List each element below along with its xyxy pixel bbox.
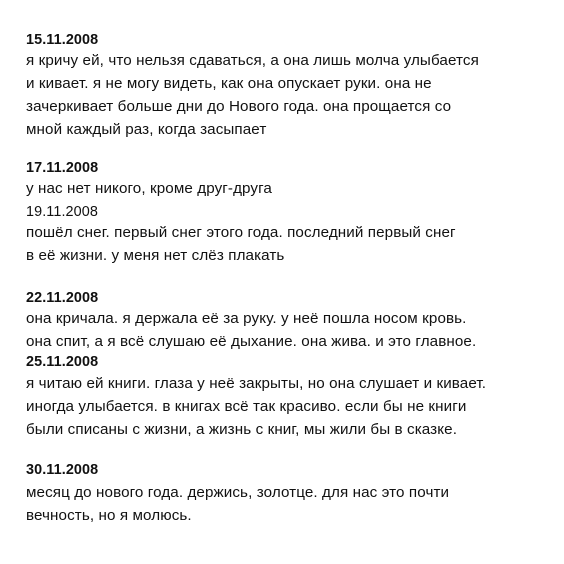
entry-line: месяц до нового года. держись, золотце. для нас это почти bbox=[26, 484, 450, 501]
entry-line: пошёл снег. первый снег этого года. последний первый снег bbox=[26, 224, 456, 241]
entry-date: 15.11.2008 bbox=[26, 32, 99, 48]
entry-line: она кричала. я держала её за руку. у неё пошла носом кровь. bbox=[26, 310, 467, 327]
entry-line: мной каждый раз, когда засыпает bbox=[26, 121, 267, 138]
entry-date: 22.11.2008 bbox=[26, 290, 99, 306]
entry-line: я кричу ей, что нельзя сдаваться, а она лишь молча улыбается bbox=[26, 52, 479, 69]
entry-line: были списаны с жизни, а жизнь с книг, мы жили бы в сказке. bbox=[26, 421, 458, 438]
entry-line: у нас нет никого, кроме друг-друга bbox=[26, 180, 272, 197]
entry-date: 30.11.2008 bbox=[26, 462, 99, 478]
entry-line: вечность, но я молюсь. bbox=[26, 507, 192, 524]
entry-date: 19.11.2008 bbox=[26, 204, 98, 220]
entry-line: она спит, а я всё слушаю её дыхание. она жива. и это главное. bbox=[26, 333, 477, 350]
entry-line: я читаю ей книги. глаза у неё закрыты, но она слушает и кивает. bbox=[26, 375, 487, 392]
entry-line: и кивает. я не могу видеть, как она опускает руки. она не bbox=[26, 75, 432, 92]
entry-date: 17.11.2008 bbox=[26, 160, 99, 176]
entry-line: зачеркивает больше дни до Нового года. она прощается со bbox=[26, 98, 452, 115]
entry-line: иногда улыбается. в книгах всё так красиво. если бы не книги bbox=[26, 398, 467, 415]
entry-line: в её жизни. у меня нет слёз плакать bbox=[26, 247, 285, 264]
entry-date: 25.11.2008 bbox=[26, 354, 99, 370]
